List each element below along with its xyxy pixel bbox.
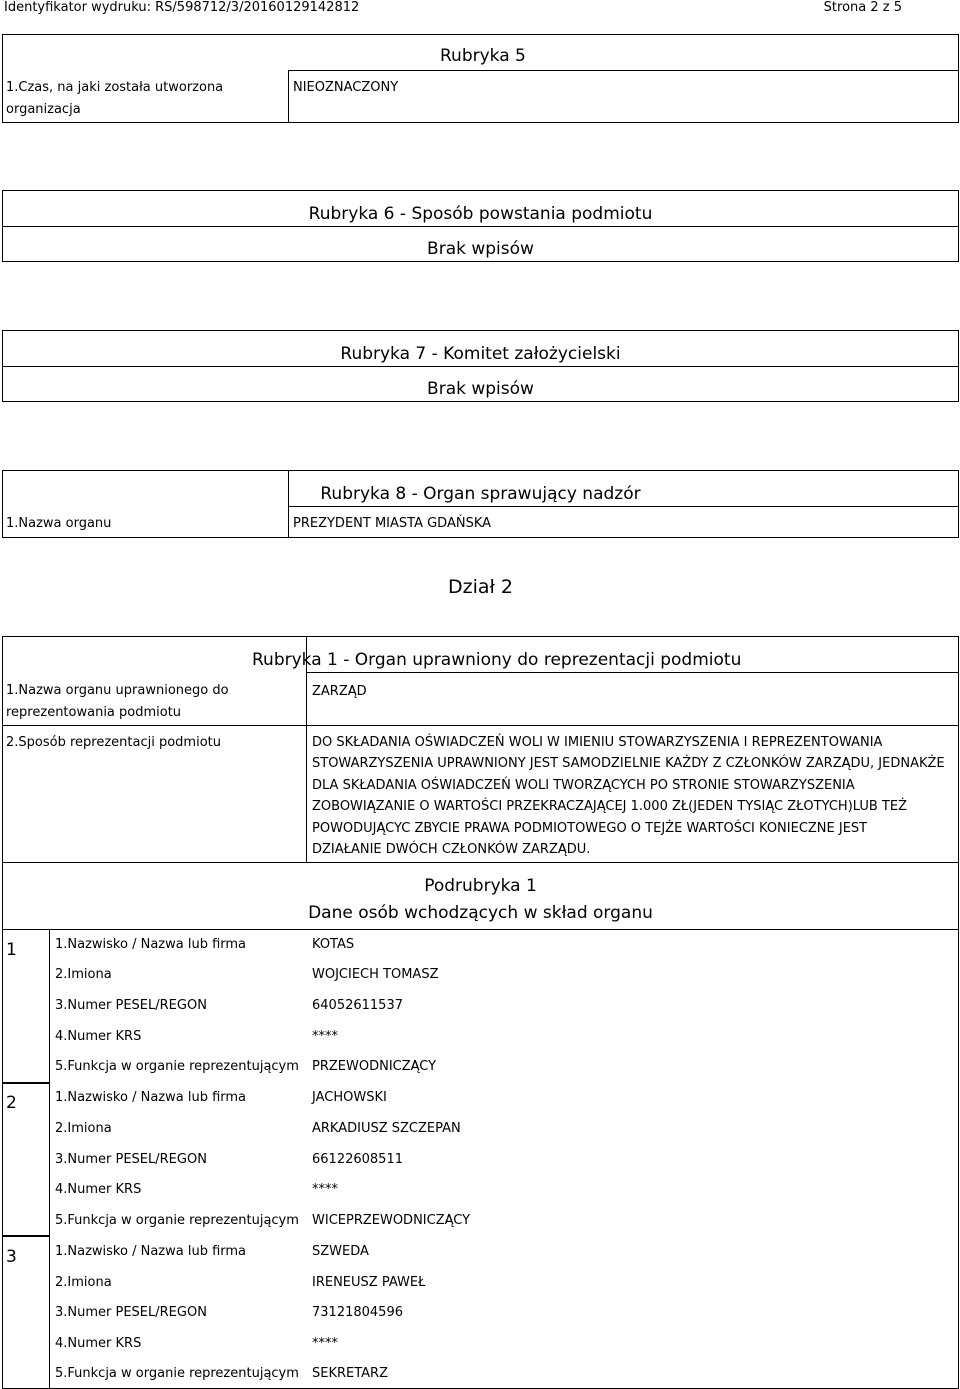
field-label: 1.Nazwisko / Nazwa lub firma [55,1244,247,1259]
rubryka-8-title: Rubryka 8 - Organ sprawujący nadzór [320,484,641,504]
field-value: IRENEUSZ PAWEŁ [312,1275,426,1290]
rubryka-7-title: Rubryka 7 - Komitet założycielski [340,344,621,364]
rubryka-5-divider [288,70,289,123]
rubryka-5-label-cont: organizacja [6,102,81,117]
rubryka-8-label: 1.Nazwa organu [6,516,112,531]
field-value: SZWEDA [312,1244,369,1259]
dzial-title: Dział 2 [447,576,514,598]
field-label: 1.Nazwisko / Nazwa lub firma [55,1090,247,1105]
sposob-line: DZIAŁANIE DWÓCH CZŁONKÓW ZARZĄDU. [312,842,591,857]
field-value: **** [312,1029,338,1044]
rubryka-1-divider [306,636,307,863]
organ-label: 1.Nazwa organu uprawnionego do [6,683,229,698]
rubryka-6-title: Rubryka 6 - Sposób powstania podmiotu [308,204,653,224]
rubryka-5-hline [288,70,959,71]
podrubryka-title: Podrubryka 1 [424,876,537,896]
field-value: KOTAS [312,937,355,952]
field-label: 5.Funkcja w organie reprezentującym [55,1059,299,1074]
rubryka-7-empty: Brak wpisów [427,379,534,399]
field-label: 3.Numer PESEL/REGON [55,1152,207,1167]
sposob-line: STOWARZYSZENIA UPRAWNIONY JEST SAMODZIELNIE KAŻDY Z CZŁONKÓW ZARZĄDU, JEDNAKŻE [312,756,945,771]
person-number: 3 [6,1247,17,1267]
print-identifier: Identyfikator wydruku: RS/598712/3/20160129142812 [4,0,360,15]
field-label: 1.Nazwisko / Nazwa lub firma [55,937,247,952]
rubryka-6-hline [2,226,959,227]
rubryka-5-label: 1.Czas, na jaki została utworzona [6,80,224,95]
rubryka-7-hline [2,366,959,367]
field-value: PRZEWODNICZĄCY [312,1059,437,1074]
field-value: WOJCIECH TOMASZ [312,967,439,982]
field-label: 5.Funkcja w organie reprezentującym [55,1213,299,1228]
field-value: SEKRETARZ [312,1366,389,1381]
rubryka-8-divider [288,470,289,538]
rubryka-1-title: Rubryka 1 - Organ uprawniony do reprezentacji podmiotu [252,650,742,670]
organ-value: ZARZĄD [312,684,367,699]
field-label: 2.Imiona [55,967,112,982]
rubryka-6-empty: Brak wpisów [427,239,534,259]
sposob-line: DO SKŁADANIA OŚWIADCZEŃ WOLI W IMIENIU STOWARZYSZENIA I REPREZENTOWANIA [312,735,883,750]
field-label: 3.Numer PESEL/REGON [55,1305,207,1320]
field-value: **** [312,1182,338,1197]
rubryka-1-title-line [306,672,959,673]
rubryka-1-hline [2,725,959,726]
person-number: 1 [6,940,17,960]
rubryka-8-hline [288,506,959,507]
field-value: **** [312,1336,338,1351]
field-label: 2.Imiona [55,1275,112,1290]
page-number: Strona 2 z 5 [823,0,902,15]
rubryka-5-value: NIEOZNACZONY [293,80,399,95]
sposob-line: ZOBOWIĄZANIE O WARTOŚCI PRZEKRACZAJĄCEJ 1.000 ZŁ(JEDEN TYSIĄC ZŁOTYCH)LUB TEŻ [312,799,907,814]
field-label: 3.Numer PESEL/REGON [55,998,207,1013]
field-value: ARKADIUSZ SZCZEPAN [312,1121,461,1136]
field-value: 64052611537 [312,998,403,1013]
rubryka-5-title: Rubryka 5 [440,46,526,66]
field-label: 4.Numer KRS [55,1182,142,1197]
sposob-line: DLA SKŁADANIA OŚWIADCZEŃ WOLI TWORZĄCYCH PO STRONIE STOWARZYSZENIA [312,778,855,793]
field-value: JACHOWSKI [312,1090,387,1105]
field-label: 5.Funkcja w organie reprezentującym [55,1366,299,1381]
field-value: WICEPRZEWODNICZĄCY [312,1213,471,1228]
field-value: 73121804596 [312,1305,403,1320]
podrubryka-hline [2,929,959,930]
rubryka-8-value: PREZYDENT MIASTA GDAŃSKA [293,516,492,531]
sposob-line: POWODUJĄCYC ZBYCIE PRAWA PODMIOTOWEGO O TEJŻE WARTOŚCI KONIECZNE JEST [312,821,868,836]
organ-label-cont: reprezentowania podmiotu [6,705,182,720]
field-label: 4.Numer KRS [55,1336,142,1351]
person-number: 2 [6,1093,17,1113]
sposob-label: 2.Sposób reprezentacji podmiotu [6,735,221,750]
field-value: 66122608511 [312,1152,403,1167]
podrubryka-subtitle: Dane osób wchodzących w skład organu [308,903,653,923]
field-label: 2.Imiona [55,1121,112,1136]
field-label: 4.Numer KRS [55,1029,142,1044]
